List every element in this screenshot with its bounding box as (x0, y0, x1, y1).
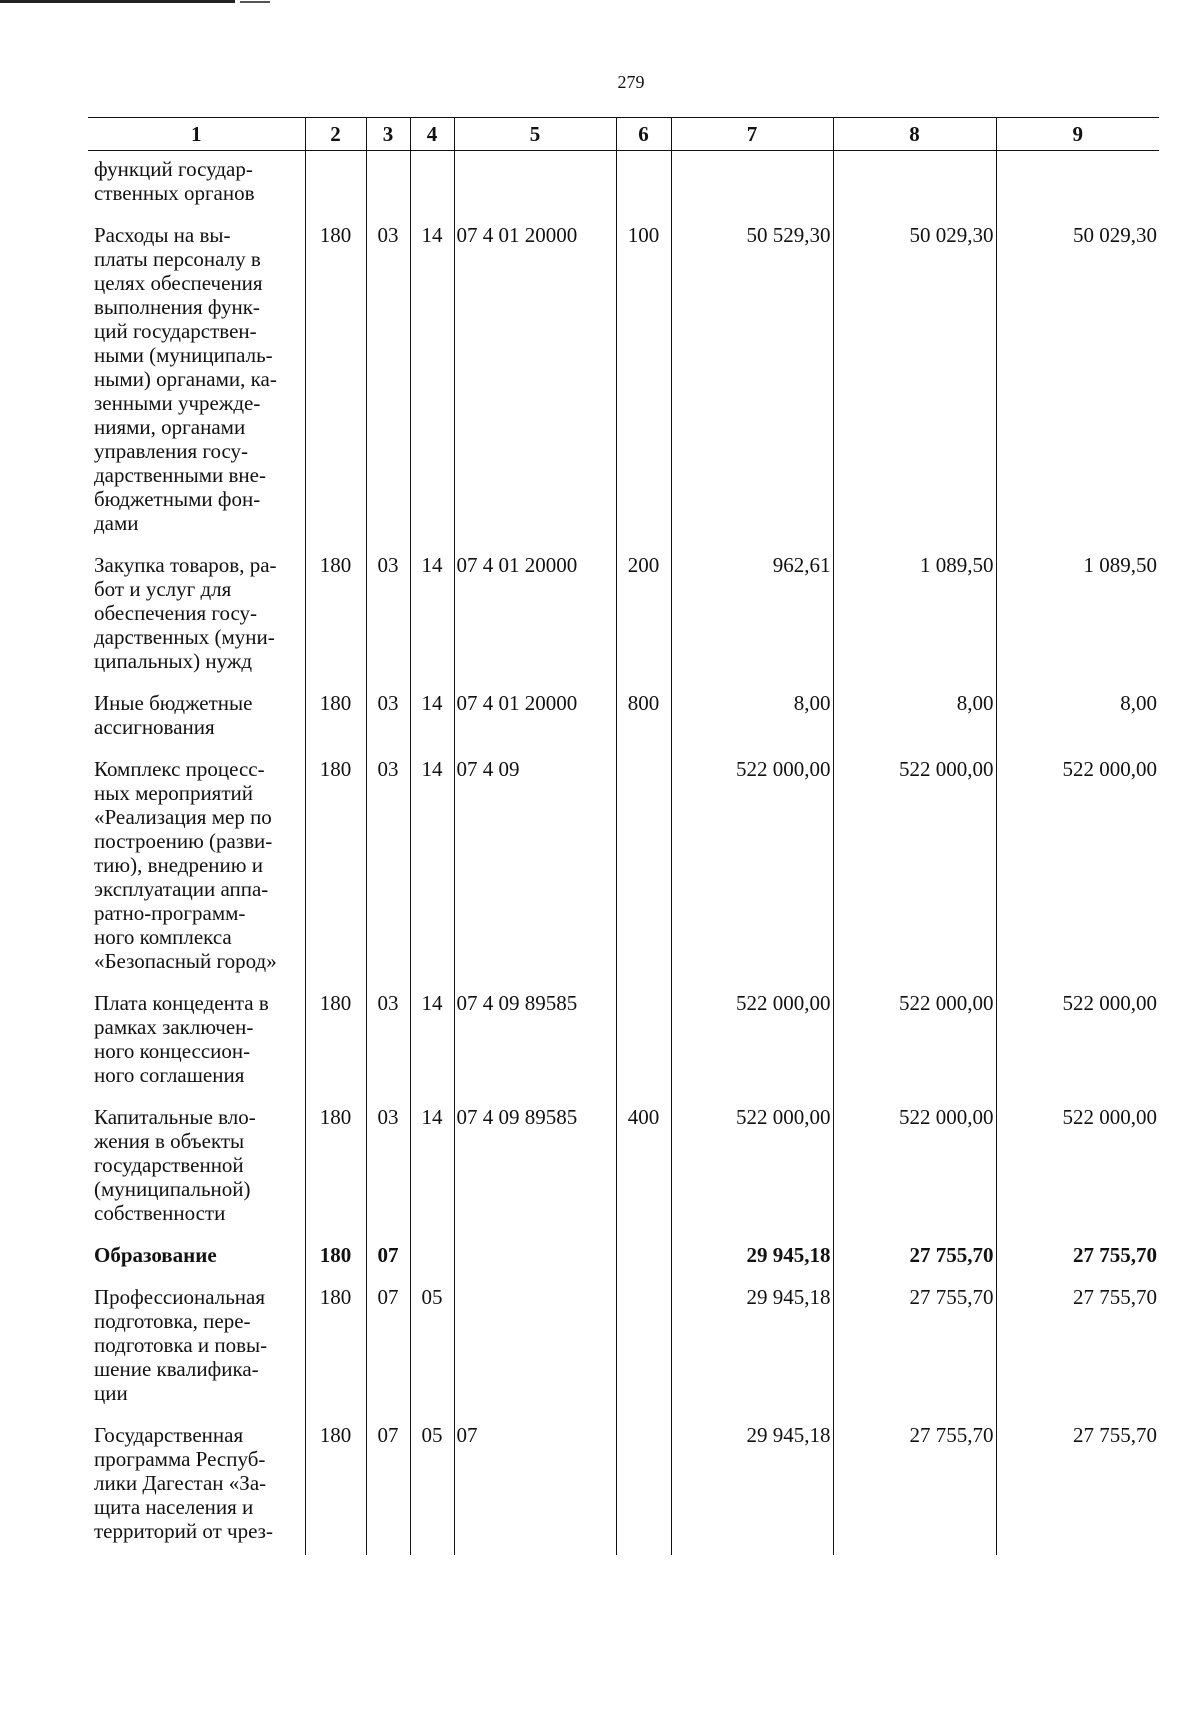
cell-text-line: жения в объекты (94, 1129, 245, 1153)
cell-text-line: 8,00 (1120, 691, 1157, 715)
cell-text-line: платы персоналу в (94, 247, 261, 271)
column-header: 2 (305, 118, 366, 151)
cell-text-line: 180 (319, 757, 352, 781)
row-name-cell (88, 685, 305, 751)
cell-text-line: территорий от чрез- (94, 1519, 273, 1543)
amount-cell (996, 685, 1159, 751)
target-article-cell (454, 1237, 616, 1279)
cell-text-line: ниями, органами (94, 415, 246, 439)
cell-text-line: шение квалифика- (94, 1357, 259, 1381)
row-name-cell (88, 1237, 305, 1279)
cell-text-line: ципальных) нужд (94, 649, 253, 673)
cell-text-line: управления госу- (94, 439, 249, 463)
row-name-cell (88, 217, 305, 547)
admin-code-cell (305, 217, 366, 547)
cell-text-line: 180 (319, 1285, 352, 1309)
expense-type-cell (616, 217, 671, 547)
amount-cell (996, 547, 1159, 685)
cell-text-line: 29 945,18 (746, 1243, 831, 1267)
target-article-cell (454, 1417, 616, 1555)
cell-text-line: 522 000,00 (736, 757, 831, 781)
cell-text-line: 180 (319, 691, 352, 715)
target-article-cell (454, 1279, 616, 1417)
amount-cell (833, 985, 996, 1099)
cell-text-line: щита населения и (94, 1495, 254, 1519)
cell-text-line: обеспечения госу- (94, 601, 258, 625)
cell-text-line: ными (муниципаль- (94, 343, 273, 367)
cell-text-line: 522 000,00 (736, 1105, 831, 1129)
row-name-cell (88, 751, 305, 985)
cell-text-line: зенными учрежде- (94, 391, 261, 415)
admin-code-cell (305, 547, 366, 685)
cell-text-line: дарственных (муни- (94, 625, 275, 649)
cell-text-line: 522 000,00 (899, 1105, 994, 1129)
amount-cell (833, 217, 996, 547)
cell-text-line: дами (94, 511, 139, 535)
cell-text-line: 27 755,70 (1073, 1423, 1157, 1447)
cell-text-line: 180 (319, 1243, 352, 1267)
column-header: 9 (996, 118, 1159, 151)
cell-text-line: эксплуатации аппа- (94, 877, 269, 901)
cell-text-line: 962,61 (772, 553, 831, 577)
column-header: 6 (616, 118, 671, 151)
cell-text-line: 522 000,00 (1062, 757, 1157, 781)
subsection-code-cell (410, 751, 454, 985)
subsection-code-cell (410, 685, 454, 751)
table-row (88, 751, 1159, 985)
cell-text-line: 522 000,00 (1062, 1105, 1157, 1129)
amount-cell (996, 751, 1159, 985)
table-row (88, 217, 1159, 547)
cell-text-line: 27 755,70 (1073, 1285, 1157, 1309)
cell-text-line: 03 (377, 223, 399, 247)
cell-text-line: 07 4 01 20000 (456, 223, 578, 247)
cell-text-line: 180 (319, 553, 352, 577)
amount-cell (671, 151, 833, 218)
cell-text-line: 100 (627, 223, 660, 247)
scan-edge-line (0, 0, 235, 3)
subsection-code-cell (410, 985, 454, 1099)
cell-text-line: целях обеспечения (94, 271, 263, 295)
row-name-cell (88, 985, 305, 1099)
amount-cell (833, 1099, 996, 1237)
section-code-cell (366, 217, 410, 547)
amount-cell (833, 751, 996, 985)
cell-text-line: бюджетными фон- (94, 487, 261, 511)
section-code-cell (366, 1279, 410, 1417)
cell-text-line: ратно-программ- (94, 901, 246, 925)
cell-text-line: тию), внедрению и (94, 853, 263, 877)
cell-text-line: 07 4 09 (456, 757, 520, 781)
cell-text-line: 05 (421, 1423, 443, 1447)
cell-text-line: 50 529,30 (746, 223, 831, 247)
cell-text-line: 27 755,70 (909, 1423, 994, 1447)
admin-code-cell (305, 751, 366, 985)
row-name-cell (88, 1279, 305, 1417)
cell-text-line: 8,00 (956, 691, 994, 715)
amount-cell (833, 151, 996, 218)
admin-code-cell (305, 685, 366, 751)
target-article-cell (454, 985, 616, 1099)
cell-text-line: 07 4 09 89585 (456, 1105, 578, 1129)
table-body (88, 151, 1159, 1556)
cell-text-line: Иные бюджетные (94, 691, 253, 715)
subsection-code-cell (410, 1237, 454, 1279)
expense-type-cell (616, 751, 671, 985)
expense-type-cell (616, 1417, 671, 1555)
cell-text-line: 522 000,00 (899, 991, 994, 1015)
amount-cell (996, 985, 1159, 1099)
expense-type-cell (616, 685, 671, 751)
cell-text-line: подготовка, пере- (94, 1309, 251, 1333)
table-row (88, 1099, 1159, 1237)
amount-cell (833, 1237, 996, 1279)
cell-text-line: 03 (377, 691, 399, 715)
cell-text-line: ственных органов (94, 181, 255, 205)
cell-text-line: 05 (421, 1285, 443, 1309)
cell-text-line: бот и услуг для (94, 577, 232, 601)
cell-text-line: Комплекс процесс- (94, 757, 265, 781)
table-row (88, 547, 1159, 685)
admin-code-cell (305, 151, 366, 218)
cell-text-line: 14 (421, 691, 443, 715)
cell-text-line: Государственная (94, 1423, 244, 1447)
cell-text-line: 522 000,00 (1062, 991, 1157, 1015)
cell-text-line: ными) органами, ка- (94, 367, 277, 391)
cell-text-line: 07 4 01 20000 (456, 553, 578, 577)
subsection-code-cell (410, 1099, 454, 1237)
cell-text-line: функций государ- (94, 157, 253, 181)
expense-type-cell (616, 1279, 671, 1417)
amount-cell (996, 217, 1159, 547)
cell-text-line: (муниципальной) (94, 1177, 251, 1201)
page-number: 279 (617, 72, 645, 92)
amount-cell (671, 685, 833, 751)
cell-text-line: Капитальные вло- (94, 1105, 256, 1129)
amount-cell (996, 151, 1159, 218)
cell-text-line: 03 (377, 1105, 399, 1129)
cell-text-line: 29 945,18 (746, 1423, 831, 1447)
row-name-cell (88, 1099, 305, 1237)
cell-text-line: 14 (421, 757, 443, 781)
cell-text-line: 07 (377, 1285, 399, 1309)
target-article-cell (454, 547, 616, 685)
cell-text-line: 8,00 (793, 691, 831, 715)
table-row (88, 985, 1159, 1099)
cell-text-line: Профессиональная (94, 1285, 266, 1309)
cell-text-line: 50 029,30 (909, 223, 994, 247)
scan-edge-line (240, 1, 270, 3)
cell-text-line: 14 (421, 991, 443, 1015)
target-article-cell (454, 685, 616, 751)
admin-code-cell (305, 985, 366, 1099)
row-name-cell (88, 151, 305, 218)
target-article-cell (454, 217, 616, 547)
cell-text-line: ного концессион- (94, 1039, 251, 1063)
amount-cell (671, 217, 833, 547)
cell-text-line: ного соглашения (94, 1063, 245, 1087)
column-header: 7 (671, 118, 833, 151)
column-header: 4 (410, 118, 454, 151)
cell-text-line: 180 (319, 223, 352, 247)
column-header: 3 (366, 118, 410, 151)
amount-cell (833, 685, 996, 751)
cell-text-line: 07 4 09 89585 (456, 991, 578, 1015)
subsection-code-cell (410, 1417, 454, 1555)
section-code-cell (366, 751, 410, 985)
cell-text-line: лики Дагестан «За- (94, 1471, 267, 1495)
cell-text-line: 1 089,50 (920, 553, 994, 577)
cell-text-line: Расходы на вы- (94, 223, 231, 247)
table-row (88, 1279, 1159, 1417)
cell-text-line: ного комплекса (94, 925, 232, 949)
cell-text-line: ных мероприятий (94, 781, 253, 805)
cell-text-line: Плата концедента в (94, 991, 269, 1015)
cell-text-line: 522 000,00 (736, 991, 831, 1015)
cell-text-line: «Безопасный город» (94, 949, 277, 973)
expense-type-cell (616, 151, 671, 218)
cell-text-line: 27 755,70 (909, 1285, 994, 1309)
section-code-cell (366, 985, 410, 1099)
row-name-cell (88, 1417, 305, 1555)
cell-text-line: 07 (456, 1423, 478, 1447)
cell-text-line: дарственными вне- (94, 463, 266, 487)
cell-text-line: 14 (421, 1105, 443, 1129)
target-article-cell (454, 751, 616, 985)
section-code-cell (366, 151, 410, 218)
cell-text-line: выполнения функ- (94, 295, 260, 319)
cell-text-line: Образование (94, 1243, 217, 1267)
section-code-cell (366, 547, 410, 685)
column-header: 8 (833, 118, 996, 151)
amount-cell (671, 1237, 833, 1279)
table-header (88, 118, 1159, 151)
cell-text-line: 522 000,00 (899, 757, 994, 781)
amount-cell (833, 547, 996, 685)
cell-text-line: 14 (421, 223, 443, 247)
cell-text-line: 180 (319, 991, 352, 1015)
table-row (88, 1417, 1159, 1555)
expense-type-cell (616, 1099, 671, 1237)
cell-text-line: «Реализация мер по (94, 805, 272, 829)
cell-text-line: Закупка товаров, ра- (94, 553, 277, 577)
cell-text-line: ции (94, 1381, 128, 1405)
section-code-cell (366, 1237, 410, 1279)
amount-cell (833, 1279, 996, 1417)
cell-text-line: 03 (377, 757, 399, 781)
subsection-code-cell (410, 547, 454, 685)
cell-text-line: 50 029,30 (1073, 223, 1157, 247)
amount-cell (671, 985, 833, 1099)
amount-cell (833, 1417, 996, 1555)
section-code-cell (366, 685, 410, 751)
amount-cell (996, 1417, 1159, 1555)
amount-cell (996, 1279, 1159, 1417)
admin-code-cell (305, 1417, 366, 1555)
cell-text-line: 180 (319, 1105, 352, 1129)
header-row (88, 118, 1159, 151)
cell-text-line: подготовка и повы- (94, 1333, 268, 1357)
expense-type-cell (616, 547, 671, 685)
amount-cell (996, 1237, 1159, 1279)
cell-text-line: ций государствен- (94, 319, 257, 343)
cell-text-line: собственности (94, 1201, 226, 1225)
cell-text-line: 1 089,50 (1083, 553, 1157, 577)
cell-text-line: 03 (377, 553, 399, 577)
row-name-cell (88, 547, 305, 685)
cell-text-line: 180 (319, 1423, 352, 1447)
target-article-cell (454, 1099, 616, 1237)
amount-cell (996, 1099, 1159, 1237)
expense-type-cell (616, 1237, 671, 1279)
cell-text-line: 07 4 01 20000 (456, 691, 578, 715)
amount-cell (671, 1417, 833, 1555)
section-code-cell (366, 1417, 410, 1555)
amount-cell (671, 1279, 833, 1417)
cell-text-line: 200 (627, 553, 660, 577)
cell-text-line: ассигнования (94, 715, 215, 739)
table-row (88, 1237, 1159, 1279)
table-row (88, 685, 1159, 751)
column-header: 5 (454, 118, 616, 151)
budget-table (88, 117, 1159, 1555)
cell-text-line: рамках заключен- (94, 1015, 254, 1039)
cell-text-line: построению (разви- (94, 829, 273, 853)
expense-type-cell (616, 985, 671, 1099)
cell-text-line: 14 (421, 553, 443, 577)
cell-text-line: программа Респуб- (94, 1447, 266, 1471)
subsection-code-cell (410, 1279, 454, 1417)
column-header: 1 (88, 118, 305, 151)
cell-text-line: 800 (627, 691, 660, 715)
section-code-cell (366, 1099, 410, 1237)
subsection-code-cell (410, 151, 454, 218)
cell-text-line: 07 (377, 1243, 399, 1267)
cell-text-line: 07 (377, 1423, 399, 1447)
cell-text-line: 27 755,70 (1073, 1243, 1157, 1267)
cell-text-line: 400 (627, 1105, 660, 1129)
admin-code-cell (305, 1099, 366, 1237)
cell-text-line: государственной (94, 1153, 244, 1177)
amount-cell (671, 1099, 833, 1237)
target-article-cell (454, 151, 616, 218)
cell-text-line: 27 755,70 (909, 1243, 994, 1267)
amount-cell (671, 547, 833, 685)
table-row (88, 151, 1159, 218)
admin-code-cell (305, 1237, 366, 1279)
amount-cell (671, 751, 833, 985)
cell-text-line: 03 (377, 991, 399, 1015)
cell-text-line: 29 945,18 (746, 1285, 831, 1309)
subsection-code-cell (410, 217, 454, 547)
admin-code-cell (305, 1279, 366, 1417)
